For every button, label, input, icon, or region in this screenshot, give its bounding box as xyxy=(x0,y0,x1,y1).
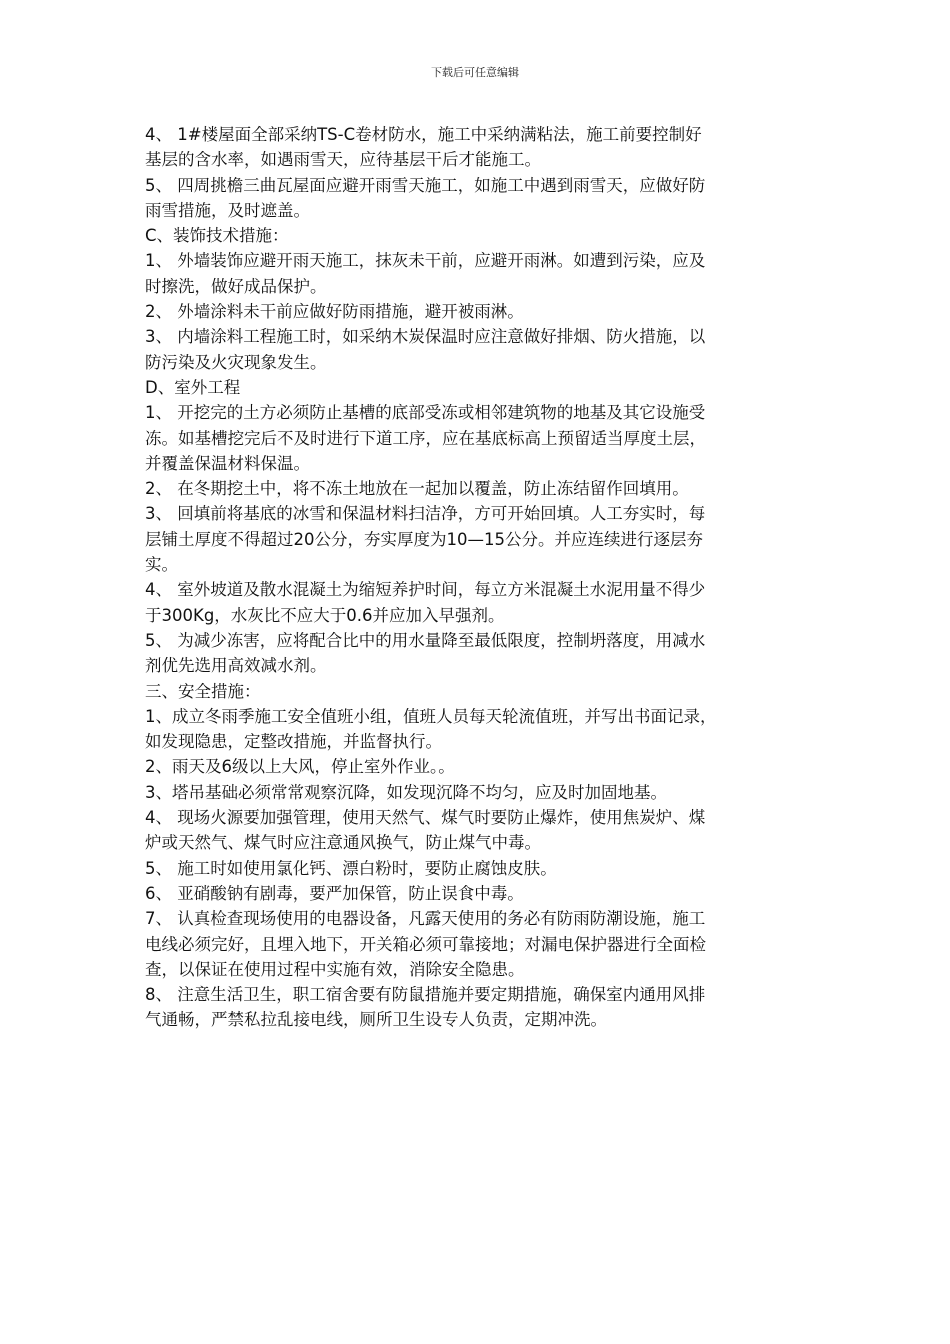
text-line: 4、 室外坡道及散水混凝土为缩短养护时间，每立方米混凝土水泥用量不得少 xyxy=(145,580,706,600)
text-line: 时擦洗，做好成品保护。 xyxy=(145,276,327,296)
section-heading: 三、安全措施： xyxy=(145,681,261,701)
document-body xyxy=(145,122,807,1033)
text-line: 4、 1#楼屋面全部采纳TS-C卷材防水，施工中采纳满粘法，施工前要控制好 xyxy=(145,125,702,144)
text-line: 2、 在冬期挖土中，将不冻土地放在一起加以覆盖，防止冻结留作回填用。 xyxy=(145,479,689,499)
text-line: 3、塔吊基础必须常常观察沉降，如发现沉降不均匀，应及时加固地基。 xyxy=(145,782,667,802)
text-line: 炉或天然气、煤气时应注意通风换气，防止煤气中毒。 xyxy=(145,833,541,853)
text-line: 雨雪措施，及时遮盖。 xyxy=(145,200,310,220)
text-line: 8、 注意生活卫生，职工宿舍要有防鼠措施并要定期措施，确保室内通用风排 xyxy=(145,985,706,1005)
text-line: 查，以保证在使用过程中实施有效，消除安全隐患。 xyxy=(145,959,525,979)
text-line: 基层的含水率，如遇雨雪天，应待基层干后才能施工。 xyxy=(145,150,541,170)
text-line: 冻。如基槽挖完后不及时进行下道工序，应在基底标高上预留适当厚度土层， xyxy=(145,428,706,448)
text-line: 于300Kg，水灰比不应大于0.6并应加入早强剂。 xyxy=(145,605,505,625)
text-line: 5、 施工时如使用氯化钙、漂白粉时，要防止腐蚀皮肤。 xyxy=(145,858,557,878)
text-line: 如发现隐患，定整改措施，并监督执行。 xyxy=(145,732,442,752)
text-line: 3、 回填前将基底的冰雪和保温材料扫洁净，方可开始回填。人工夯实时，每 xyxy=(145,504,706,524)
text-line: 并覆盖保温材料保温。 xyxy=(145,453,310,473)
text-line: 实。 xyxy=(145,555,178,575)
text-line: 7、 认真检查现场使用的电器设备，凡露天使用的务必有防雨防潮设施，施工 xyxy=(145,909,706,929)
text-line: 气通畅，严禁私拉乱接电线，厕所卫生设专人负责，定期冲洗。 xyxy=(145,1010,607,1030)
text-line: 1、 外墙装饰应避开雨天施工，抹灰未干前，应避开雨淋。如遭到污染，应及 xyxy=(145,251,706,271)
text-line: 5、 四周挑檐三曲瓦屋面应避开雨雪天施工，如施工中遇到雨雪天，应做好防 xyxy=(145,175,706,195)
section-heading: D、室外工程 xyxy=(145,377,241,397)
text-line: 防污染及火灾现象发生。 xyxy=(145,352,327,372)
text-line: 4、 现场火源要加强管理，使用天然气、煤气时要防止爆炸，使用焦炭炉、煤 xyxy=(145,808,706,828)
text-line: 3、 内墙涂料工程施工时，如采纳木炭保温时应注意做好排烟、防火措施，以 xyxy=(145,327,706,347)
page-header: 下载后可任意编辑 xyxy=(431,66,519,79)
text-line: 剂优先选用高效减水剂。 xyxy=(145,656,327,676)
text-line: 2、 外墙涂料未干前应做好防雨措施，避开被雨淋。 xyxy=(145,302,524,322)
text-line: 6、 亚硝酸钠有剧毒，要严加保管，防止误食中毒。 xyxy=(145,883,524,903)
text-line: 1、 开挖完的土方必须防止基槽的底部受冻或相邻建筑物的地基及其它设施受 xyxy=(145,403,706,423)
text-line: 层铺土厚度不得超过20公分，夯实厚度为10—15公分。并应连续进行逐层夯 xyxy=(145,529,703,549)
text-line: 1、成立冬雨季施工安全值班小组，值班人员每天轮流值班，并写出书面记录， xyxy=(145,706,717,726)
text-line: 电线必须完好，且埋入地下，开关箱必须可靠接地；对漏电保护器进行全面检 xyxy=(145,934,706,954)
text-line: 2、雨天及6级以上大风，停止室外作业。。 xyxy=(145,757,455,777)
text-line: 5、 为减少冻害，应将配合比中的用水量降至最低限度，控制坍落度，用减水 xyxy=(145,630,706,650)
section-heading: C、装饰技术措施： xyxy=(145,226,289,246)
